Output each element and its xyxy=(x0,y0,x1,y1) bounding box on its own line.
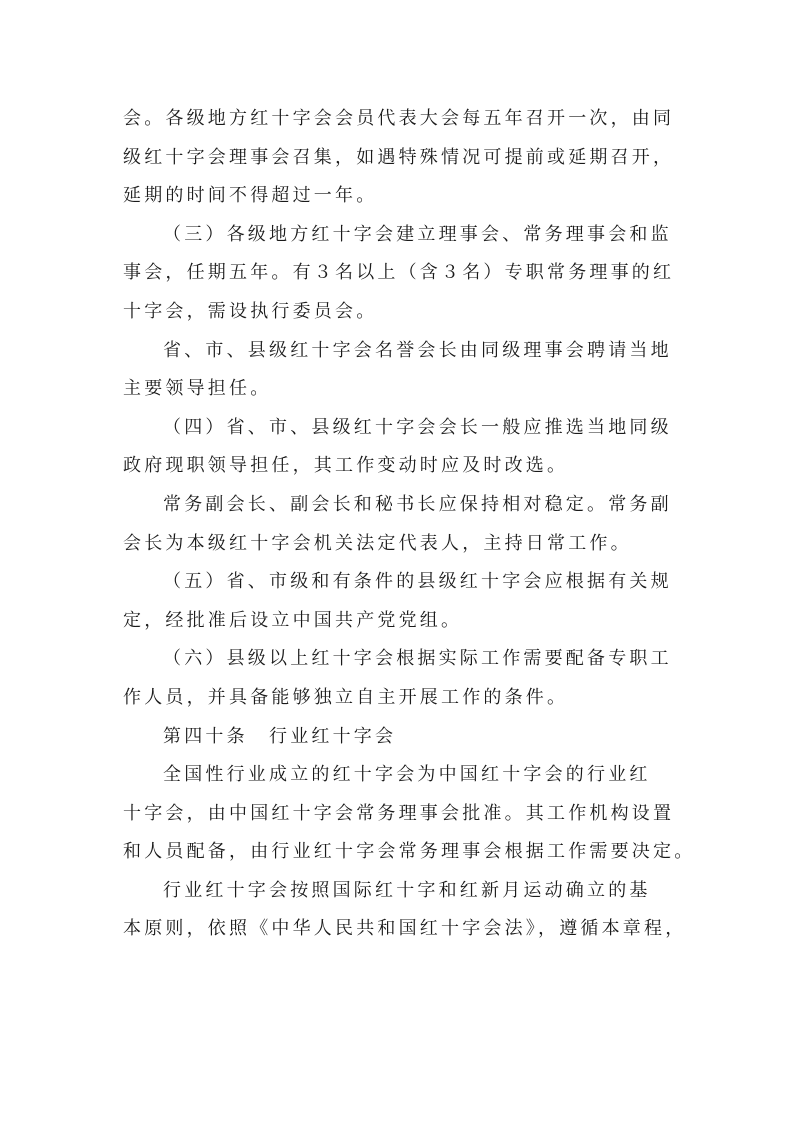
text-line: （五）省、市级和有条件的县级红十字会应根据有关规 xyxy=(163,571,672,593)
article-heading: 第四十条 行业红十字会 xyxy=(163,725,397,747)
text-line: （三）各级地方红十字会建立理事会、常务理事会和监 xyxy=(163,223,672,245)
text-line: （六）县级以上红十字会根据实际工作需要配备专职工 xyxy=(163,648,672,670)
text-line: 会长为本级红十字会机关法定代表人，主持日常工作。 xyxy=(123,532,632,554)
text-line: 十字会，由中国红十字会常务理事会批准。其工作机构设置 xyxy=(123,802,675,824)
document-body xyxy=(123,100,696,949)
text-line: 主要领导担任。 xyxy=(123,378,272,400)
text-line: 和人员配备，由行业红十字会常务理事会根据工作需要决定。 xyxy=(123,841,696,863)
text-line: 作人员，并具备能够独立自主开展工作的条件。 xyxy=(123,686,569,708)
text-line: 本原则，依照《中华人民共和国红十字会法》，遵循本章程， xyxy=(123,918,687,940)
text-line: 事会，任期五年。有３名以上（含３名）专职常务理事的红 xyxy=(123,262,675,284)
text-line: 延期的时间不得超过一年。 xyxy=(123,185,378,207)
text-line: 定，经批准后设立中国共产党党组。 xyxy=(123,609,463,631)
text-line: 政府现职领导担任，其工作变动时应及时改选。 xyxy=(123,455,569,477)
text-line: （四）省、市、县级红十字会会长一般应推选当地同级 xyxy=(163,416,672,438)
text-line: 会。各级地方红十字会会员代表大会每五年召开一次，由同 xyxy=(123,108,675,129)
text-line: 行业红十字会按照国际红十字和红新月运动确立的基 xyxy=(163,879,651,901)
text-line: 级红十字会理事会召集，如遇特殊情况可提前或延期召开， xyxy=(123,146,675,168)
text-line: 十字会，需设执行委员会。 xyxy=(123,300,378,322)
text-line: 省、市、县级红十字会名誉会长由同级理事会聘请当地 xyxy=(163,339,672,361)
text-line: 全国性行业成立的红十字会为中国红十字会的行业红 xyxy=(163,764,651,786)
text-line: 常务副会长、副会长和秘书长应保持相对稳定。常务副 xyxy=(163,493,672,515)
